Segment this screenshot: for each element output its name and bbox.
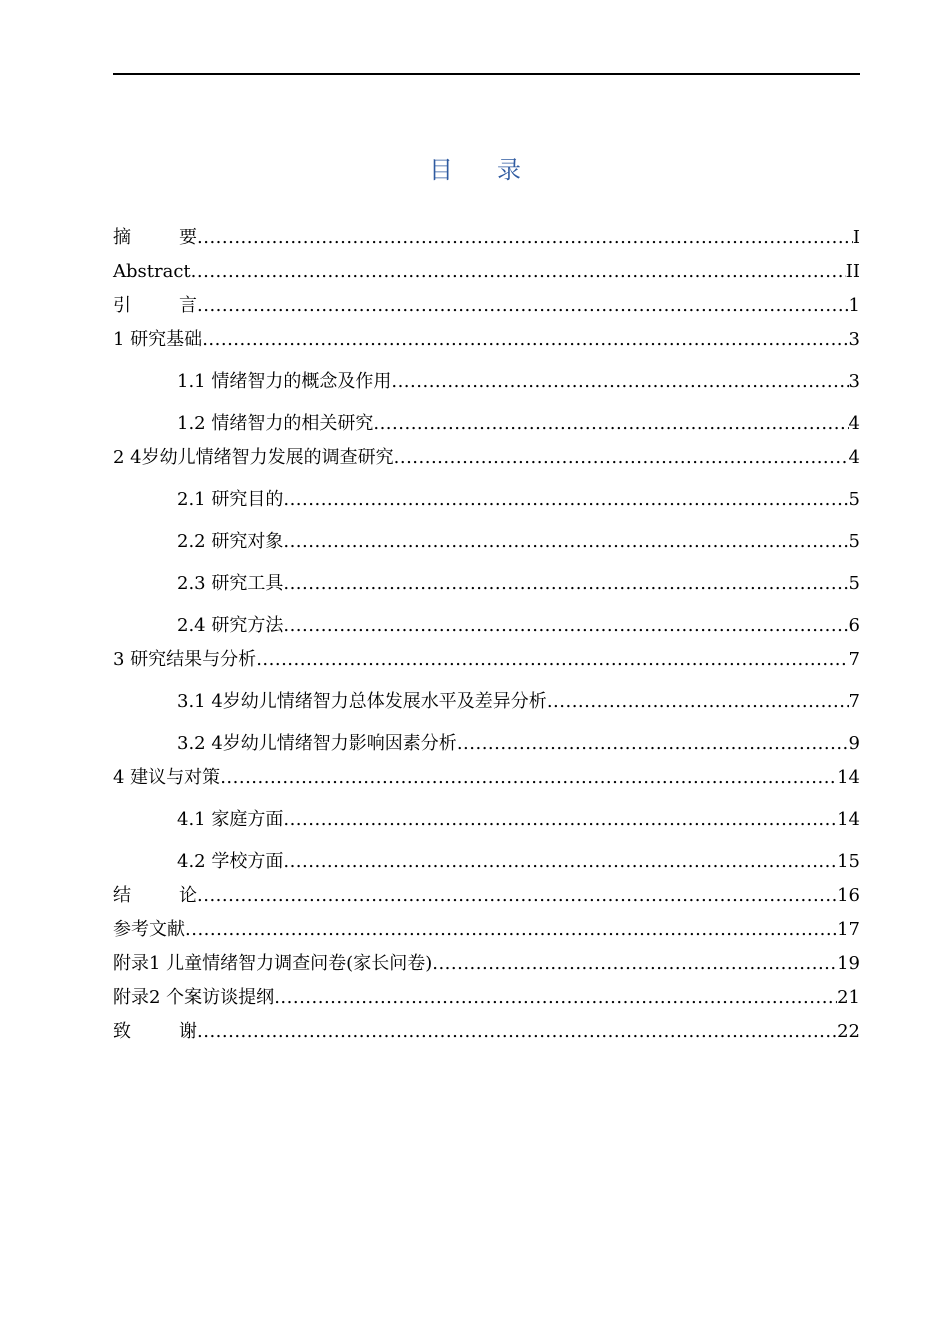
table-of-contents — [113, 225, 860, 1053]
toc-entry[interactable] — [113, 883, 860, 917]
toc-entry[interactable] — [113, 361, 860, 403]
toc-page-number: 14 — [837, 809, 860, 830]
toc-entry[interactable] — [113, 681, 860, 723]
toc-entry[interactable] — [113, 327, 860, 361]
toc-dot-leader — [373, 411, 848, 437]
toc-entry-label-part: 谢 — [179, 1021, 197, 1042]
toc-page-number: 3 — [848, 371, 860, 392]
toc-entry-label: 附录2 个案访谈提纲 — [113, 987, 275, 1008]
toc-entry[interactable] — [113, 479, 860, 521]
toc-page-number: 4 — [848, 413, 860, 434]
toc-page-number: I — [852, 227, 860, 248]
toc-entry-label: 1.1 情绪智力的概念及作用 — [177, 371, 392, 392]
toc-entry[interactable] — [113, 985, 860, 1019]
toc-page-number: II — [845, 261, 860, 282]
toc-entry[interactable] — [113, 403, 860, 445]
header-rule — [113, 73, 860, 75]
toc-page-number: 5 — [848, 489, 860, 510]
toc-dot-leader — [256, 647, 848, 673]
toc-page-number: 5 — [848, 573, 860, 594]
toc-entry[interactable] — [113, 293, 860, 327]
toc-page-number: 22 — [837, 1021, 860, 1042]
toc-entry-label: 1 研究基础 — [113, 329, 203, 350]
toc-entry-label: 3.1 4岁幼儿情绪智力总体发展水平及差异分析 — [177, 691, 547, 712]
toc-dot-leader — [191, 259, 846, 285]
toc-entry-label — [113, 225, 197, 251]
toc-entry[interactable] — [113, 1019, 860, 1053]
toc-entry[interactable] — [113, 765, 860, 799]
toc-dot-leader — [185, 917, 837, 943]
toc-dot-leader — [547, 689, 849, 715]
toc-dot-leader — [197, 883, 837, 909]
toc-entry-label: 参考文献 — [113, 919, 185, 940]
toc-page-number: 9 — [848, 733, 860, 754]
toc-entry-label: 2.4 研究方法 — [177, 615, 284, 636]
toc-page-number: 4 — [848, 447, 860, 468]
toc-title-char: 录 — [497, 156, 521, 184]
toc-entry-label: 4 建议与对策 — [113, 767, 221, 788]
toc-dot-leader — [283, 807, 837, 833]
toc-page-number: 17 — [837, 919, 860, 940]
toc-entry-label — [113, 1019, 197, 1045]
toc-entry-label-part: 引 — [113, 295, 131, 316]
toc-entry[interactable] — [113, 521, 860, 563]
toc-entry[interactable] — [113, 445, 860, 479]
toc-entry[interactable] — [113, 723, 860, 765]
toc-page-number: 5 — [848, 531, 860, 552]
toc-dot-leader — [202, 327, 848, 353]
toc-entry-label: 3 研究结果与分析 — [113, 649, 257, 670]
toc-entry-label: 4.1 家庭方面 — [177, 809, 284, 830]
toc-entry-label-part: 致 — [113, 1021, 131, 1042]
toc-entry-label: 4.2 学校方面 — [177, 851, 284, 872]
toc-dot-leader — [432, 951, 837, 977]
toc-entry-label: 2.1 研究目的 — [177, 489, 284, 510]
toc-entry-label: 2.3 研究工具 — [177, 573, 284, 594]
toc-dot-leader — [197, 293, 849, 319]
toc-page-number: 7 — [848, 691, 860, 712]
toc-entry-label-part: 摘 — [113, 227, 131, 248]
toc-dot-leader — [283, 613, 848, 639]
toc-page-number: 6 — [848, 615, 860, 636]
toc-entry[interactable] — [113, 799, 860, 841]
toc-entry-label: 1.2 情绪智力的相关研究 — [177, 413, 374, 434]
toc-page-number: 14 — [837, 767, 860, 788]
toc-entry[interactable] — [113, 563, 860, 605]
toc-page-number: 7 — [848, 649, 860, 670]
toc-entry-label — [113, 883, 197, 909]
toc-title — [0, 150, 950, 185]
toc-dot-leader — [283, 529, 848, 555]
toc-entry-label: Abstract — [113, 261, 191, 282]
toc-entry-label: 2.2 研究对象 — [177, 531, 284, 552]
toc-entry[interactable] — [113, 951, 860, 985]
toc-entry-label — [113, 293, 197, 319]
toc-entry[interactable] — [113, 225, 860, 259]
toc-entry[interactable] — [113, 605, 860, 647]
toc-entry[interactable] — [113, 917, 860, 951]
toc-entry-label-part: 要 — [179, 227, 197, 248]
toc-entry[interactable] — [113, 647, 860, 681]
toc-dot-leader — [197, 1019, 837, 1045]
toc-page-number: 21 — [837, 987, 860, 1008]
toc-entry-label-part: 论 — [179, 885, 197, 906]
toc-dot-leader — [394, 445, 849, 471]
toc-entry-label-part: 结 — [113, 885, 131, 906]
toc-entry-label: 2 4岁幼儿情绪智力发展的调查研究 — [113, 447, 394, 468]
toc-page-number: 1 — [848, 295, 860, 316]
toc-page-number: 15 — [837, 851, 860, 872]
toc-entry-label: 3.2 4岁幼儿情绪智力影响因素分析 — [177, 733, 457, 754]
toc-entry[interactable] — [113, 841, 860, 883]
toc-entry-label-part: 言 — [179, 295, 197, 316]
toc-entry-label: 附录1 儿童情绪智力调查问卷(家长问卷) — [113, 953, 433, 974]
toc-title-char: 目 — [429, 156, 453, 184]
toc-dot-leader — [283, 571, 848, 597]
toc-page-number: 3 — [848, 329, 860, 350]
toc-dot-leader — [391, 369, 848, 395]
toc-page-number: 19 — [837, 953, 860, 974]
toc-dot-leader — [283, 487, 848, 513]
toc-entry[interactable] — [113, 259, 860, 293]
toc-dot-leader — [283, 849, 837, 875]
toc-dot-leader — [274, 985, 837, 1011]
toc-page-number: 16 — [837, 885, 860, 906]
toc-dot-leader — [457, 731, 849, 757]
toc-dot-leader — [220, 765, 837, 791]
toc-dot-leader — [197, 225, 853, 251]
